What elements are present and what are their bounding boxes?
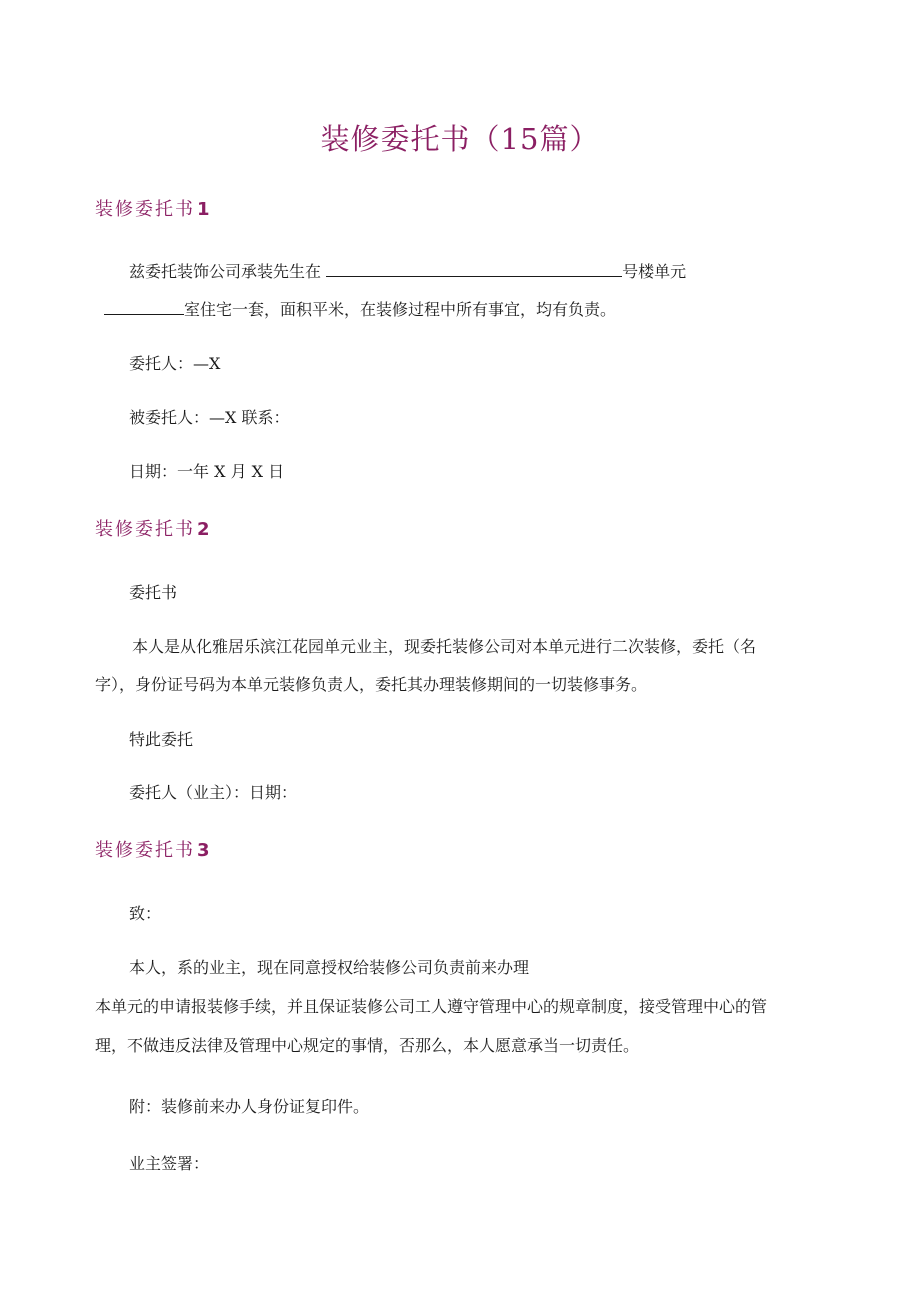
section-3-para-line-1: 本人，系的业主，现在同意授权给装修公司负责前来办理: [129, 958, 530, 977]
section-1-heading-text: 装修委托书: [95, 199, 195, 220]
section-2-special: 特此委托: [129, 730, 194, 749]
section-3-heading-number: 3: [197, 840, 210, 861]
section-3-attachment: 附：装修前来办人身份证复印件。: [129, 1097, 370, 1116]
section-1-date: 日期：一年 X 月 X 日: [129, 462, 285, 481]
section-1-line-2-text: 室住宅一套，面积平米，在装修过程中所有事宜，均有负责。: [184, 300, 617, 319]
section-1-client: 委托人：—X: [129, 354, 221, 373]
section-2-para-line-2: 字），身份证号码为本单元装修负责人，委托其办理装修期间的一切装修事务。: [95, 675, 648, 694]
document-title: 装修委托书（15篇）: [320, 122, 600, 156]
room-blank: [104, 300, 184, 315]
section-3-para-line-3: 理，不做违反法律及管理中心规定的事情，否那么，本人愿意承当一切责任。: [95, 1036, 640, 1055]
section-1-heading-number: 1: [197, 199, 210, 220]
section-3-to: 致：: [129, 904, 162, 923]
section-2-subtitle: 委托书: [129, 583, 178, 602]
section-2-heading-text: 装修委托书: [95, 519, 195, 540]
section-2-para-line-1: 本人是从化雅居乐滨江花园单元业主，现委托装修公司对本单元进行二次装修，委托（名: [132, 637, 757, 656]
section-1-heading: [95, 197, 210, 223]
section-3-owner-signature: 业主签署：: [129, 1154, 210, 1173]
section-1-line-1-start: 兹委托装饰公司承装先生在: [129, 262, 322, 281]
section-2-signature: 委托人（业主）：日期：: [129, 783, 298, 802]
section-1-line-1: [129, 260, 686, 284]
section-1-line-1-end: 号楼单元: [622, 262, 687, 281]
section-2-heading-number: 2: [197, 519, 210, 540]
section-3-heading: [95, 838, 210, 864]
section-1-agent: 被委托人：—X 联系：: [129, 408, 290, 427]
section-3-heading-text: 装修委托书: [95, 840, 195, 861]
section-2-heading: [95, 517, 210, 543]
address-blank: [326, 262, 622, 277]
section-3-para-line-2: 本单元的申请报装修手续，并且保证装修公司工人遵守管理中心的规章制度，接受管理中心的管: [95, 997, 768, 1016]
section-1-line-2: [104, 298, 616, 322]
